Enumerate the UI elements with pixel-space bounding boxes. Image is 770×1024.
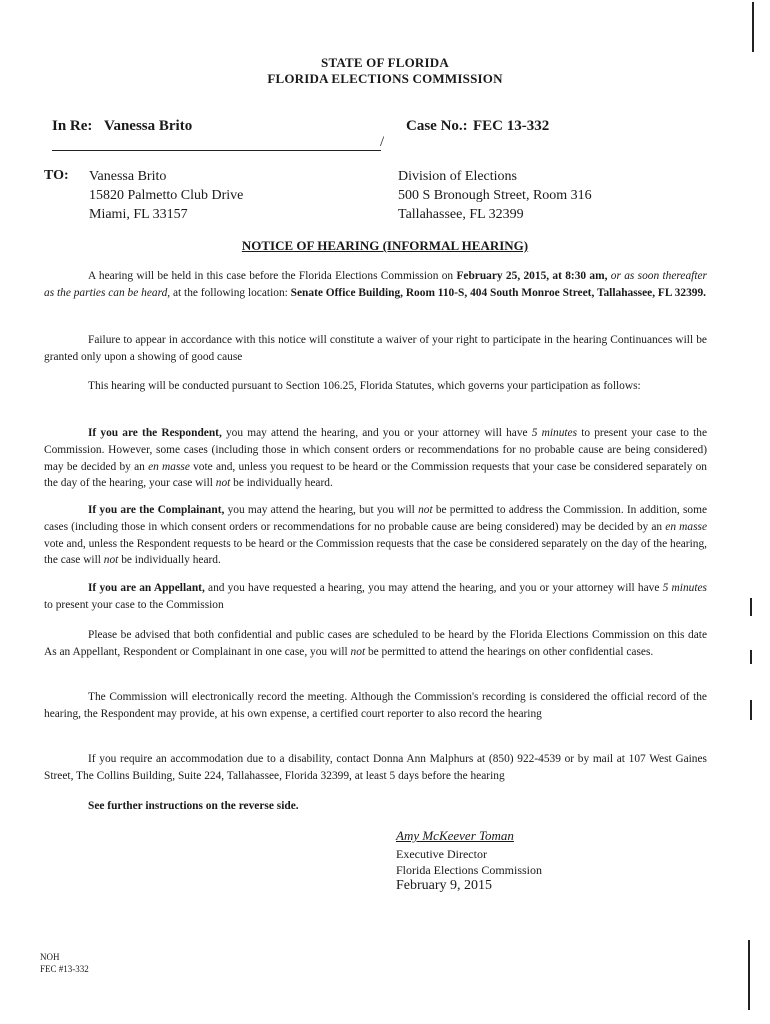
p3-text: This hearing will be conducted pursuant to Section 106.25, Florida Statutes, which governs your participation as follows: — [88, 380, 641, 392]
scan-edge-line — [750, 700, 752, 720]
recipient-line: Miami, FL 33157 — [89, 207, 188, 222]
paragraph-recording — [44, 689, 707, 723]
p7-text-b: be permitted to attend the hearings on other confidential cases. — [365, 645, 654, 658]
p4-lead: If you are the Respondent, — [88, 427, 222, 439]
p1-text-a: A hearing will be held in this case before the Florida Elections Commission on — [88, 270, 457, 282]
paragraph-complainant — [44, 502, 707, 569]
p5-not-2: not — [103, 554, 119, 567]
p6-minutes: 5 minutes — [662, 582, 707, 594]
recipient-address — [89, 167, 243, 224]
footer-code-noh: NOH — [40, 952, 60, 962]
paragraph-statute — [44, 378, 707, 395]
signature-title: Executive Director — [396, 847, 487, 861]
p5-text-c: vote and, unless the Respondent requests to be heard or the Commission requests that the case be considered separately on the day of the hearing, the case will — [44, 537, 707, 567]
p6-text-a: and you have requested a hearing, you may attend the hearing, and you or your attorney will have — [204, 582, 663, 594]
to-label: TO: — [44, 168, 69, 183]
p5-lead: If you are the Complainant, — [88, 504, 225, 516]
notice-title: NOTICE OF HEARING (INFORMAL HEARING) — [241, 238, 529, 253]
signature-name: Amy McKeever Toman — [396, 828, 514, 843]
header-commission: FLORIDA ELECTIONS COMMISSION — [267, 71, 503, 86]
p4-en-masse: en masse — [148, 460, 190, 473]
p1-text-c: at the following location: — [170, 286, 291, 299]
p10-text: See further instructions on the reverse side. — [88, 800, 299, 812]
p1-text-b: or as soon thereafter as the parties can be heard, — [44, 270, 707, 299]
case-no-number: FEC 13-332 — [473, 118, 550, 134]
scan-edge-line — [752, 2, 754, 52]
p9-text: If you require an accommodation due to a disability, contact Donna Ann Malphurs at (850) 922-4539 or by mail at 107 West Gaines Street, The Collins Building, Suite 224, Tallahassee, Florida 32399, at least 5 days before the hearing — [44, 753, 707, 782]
cc-line: 500 S Bronough Street, Room 316 — [398, 188, 592, 203]
p7-not: not — [350, 645, 366, 658]
p2-text: Failure to appear in accordance with this notice will constitute a waiver of your right to participate in the hearing Continuances will be granted only upon a showing of good cause — [44, 334, 707, 363]
footer-code-case: FEC #13-332 — [40, 964, 89, 974]
p7-text-a: Please be advised that both confidential and public cases are scheduled to be heard by the Florida Elections Commission on this date As an Appellant, Respondent or Complainant in one case, you will — [44, 629, 707, 658]
p4-minutes: 5 minutes — [531, 427, 578, 439]
paragraph-confidential-cases — [44, 627, 707, 661]
p4-text-a: you may attend the hearing, and you or your attorney will have — [221, 427, 532, 439]
scan-edge-line — [750, 598, 752, 616]
in-re-label: In Re: — [52, 118, 93, 134]
p5-text-b: be permitted to address the Commission. In addition, some cases (including those in which consent orders or recommendations for no probable cause are being considered) may be decided by an — [44, 504, 708, 533]
recipient-line: 15820 Palmetto Club Drive — [89, 188, 244, 203]
case-no-label: Case No.: — [406, 118, 468, 134]
p4-text-d: be individually heard. — [230, 477, 333, 490]
paragraph-accommodation — [44, 751, 707, 785]
hearing-date: February 25, 2015, at 8:30 am, — [456, 270, 608, 282]
in-re-underline — [52, 150, 381, 151]
in-re-name: Vanessa Brito — [104, 118, 193, 134]
paragraph-hearing-details — [44, 268, 707, 302]
p5-text-a: you may attend the hearing, but you will — [224, 504, 419, 516]
signature-org: Florida Elections Commission — [396, 863, 542, 877]
signature-date: February 9, 2015 — [396, 878, 493, 893]
p4-text-b: to present your case to the Commission. However, some cases (including those in which consent orders or recommendations for no probable cause are being considered) may be decided by an — [44, 427, 707, 473]
in-re-slash: / — [380, 134, 385, 150]
p5-not-1: not — [418, 504, 433, 516]
cc-line: Division of Elections — [398, 169, 517, 184]
scan-edge-line — [748, 940, 750, 1010]
p5-text-d: be individually heard. — [118, 554, 221, 567]
paragraph-failure-to-appear — [44, 332, 707, 366]
cc-line: Tallahassee, FL 32399 — [398, 207, 524, 222]
p6-lead: If you are an Appellant, — [88, 582, 205, 594]
cc-address — [398, 167, 592, 224]
paragraph-reverse-side — [44, 798, 707, 815]
p6-text-b: to present your case to the Commission — [44, 598, 224, 611]
p5-en-masse: en masse — [665, 520, 707, 533]
paragraph-appellant — [44, 580, 707, 614]
p4-text-c: vote and, unless you request to be heard or the Commission requests that your case be considered separately on the day of the hearing, your case will — [44, 460, 707, 490]
recipient-line: Vanessa Brito — [89, 169, 167, 184]
p8-text: The Commission will electronically record the meeting. Although the Commission's recording is considered the official record of the hearing, the Respondent may provide, at his own expense, a certified court reporter to also record the hearing — [44, 691, 707, 720]
header-state: STATE OF FLORIDA — [321, 55, 449, 70]
paragraph-respondent — [44, 425, 707, 492]
hearing-location: Senate Office Building, Room 110-S, 404 South Monroe Street, Tallahassee, FL 32399. — [290, 286, 707, 299]
scan-edge-line — [750, 650, 752, 664]
p4-not: not — [215, 477, 231, 490]
